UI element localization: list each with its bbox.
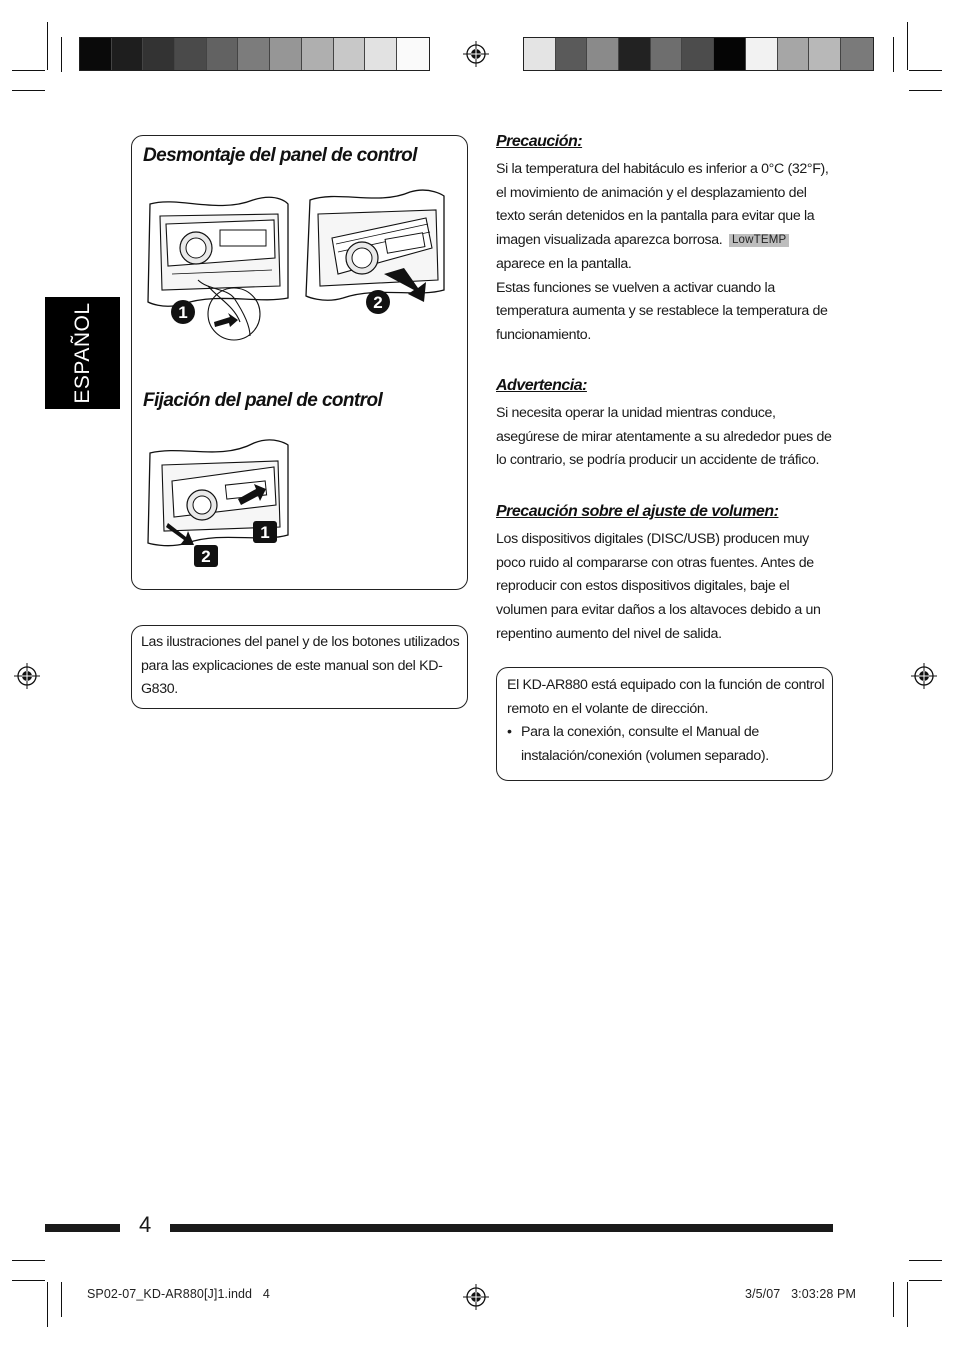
crop-mark — [907, 22, 908, 70]
remote-control-bullet-text: Para la conexión, consulte el Manual de instalación/conexión (volumen separado). — [521, 724, 769, 765]
svg-text:1: 1 — [260, 523, 270, 542]
crop-mark — [12, 90, 45, 91]
precaution-text-after: aparece en la pantalla. — [496, 255, 632, 272]
panel-attach-figure — [142, 431, 302, 561]
crop-mark — [909, 1260, 942, 1261]
registration-mark-icon — [14, 663, 40, 689]
color-bar-left — [79, 37, 430, 71]
date-slug: 3/5/07 3:03:28 PM — [745, 1287, 857, 1301]
language-tab-label: ESPAÑOL — [70, 302, 94, 404]
step-1-marker — [170, 299, 196, 325]
crop-mark — [893, 37, 894, 72]
precaution-paragraph-2: Estas funciones se vuelven a activar cuando la temperatura aumenta y se restablece la temperatura de funcionamiento. — [496, 279, 828, 343]
footer-bar-left — [45, 1224, 120, 1232]
crop-mark — [893, 1282, 894, 1317]
crop-mark — [47, 1282, 48, 1327]
crop-mark — [909, 70, 942, 71]
illustration-note-text: Las ilustraciones del panel y de los botones utilizados para las explicaciones de este manual son del KD-G830. — [141, 634, 460, 698]
warning-text: Si necesita operar la unidad mientras conduce, asegúrese de mirar atentamente a su alrededor pues de lo contrario, se podría producir un accidente de tráfico. — [496, 405, 832, 469]
language-tab — [45, 297, 120, 409]
precaution-text: Si la temperatura del habitáculo es inferior a 0°C (32°F), el movimiento de animación y el desplazamiento del texto serán detenidos en la pantalla para evitar que la imagen visualizada aparezca borrosa. — [496, 161, 829, 249]
crop-mark — [12, 70, 45, 71]
registration-mark-icon — [463, 1284, 489, 1310]
step-2-marker — [193, 544, 219, 568]
file-slug: SP02-07_KD-AR880[J]1.indd 4 — [87, 1287, 270, 1301]
remote-control-note-box — [496, 667, 833, 781]
color-bar-right — [523, 37, 874, 71]
page-number: 4 — [139, 1212, 152, 1237]
removal-title: Desmontaje del panel de control — [143, 145, 417, 166]
step-1-marker — [252, 520, 278, 544]
crop-mark — [907, 1282, 908, 1327]
registration-mark-icon — [911, 663, 937, 689]
remote-control-bullet — [507, 721, 827, 768]
crop-mark — [909, 90, 942, 91]
svg-text:2: 2 — [201, 547, 211, 566]
warning-section — [496, 377, 836, 473]
crop-mark — [12, 1260, 45, 1261]
panel-removal-step1-figure — [138, 186, 298, 346]
step-2-marker — [365, 289, 391, 315]
svg-text:1: 1 — [178, 303, 188, 322]
crop-mark — [909, 1280, 942, 1281]
crop-mark — [61, 1282, 62, 1317]
crop-mark — [12, 1280, 45, 1281]
warning-heading: Advertencia: — [496, 377, 587, 394]
precaution-section — [496, 133, 836, 348]
attach-title: Fijación del panel de control — [143, 390, 383, 411]
volume-section — [496, 503, 836, 647]
volume-heading: Precaución sobre el ajuste de volumen: — [496, 503, 779, 520]
crop-mark — [61, 37, 62, 72]
precaution-paragraph-1 — [496, 158, 836, 277]
remote-control-text: El KD-AR880 está equipado con la función de control remoto en el volante de dirección. — [507, 677, 825, 717]
illustration-note-box — [131, 625, 468, 709]
registration-mark-icon — [463, 41, 489, 67]
volume-text: Los dispositivos digitales (DISC/USB) producen muy poco ruido al compararse con otras fuentes. Antes de reproducir con estos dispositivos digitales, baje el volumen para evitar daños a los altavoces debido a un repentino aumento del nivel de salida. — [496, 531, 821, 642]
crop-mark — [47, 22, 48, 70]
bullet-mark: • — [507, 724, 512, 741]
lowtemp-display-indicator: LowTEMP — [729, 234, 789, 247]
svg-text:2: 2 — [373, 293, 383, 312]
footer-bar-right — [170, 1224, 833, 1232]
precaution-heading: Precaución: — [496, 133, 583, 150]
panel-instructions-box — [131, 135, 468, 590]
